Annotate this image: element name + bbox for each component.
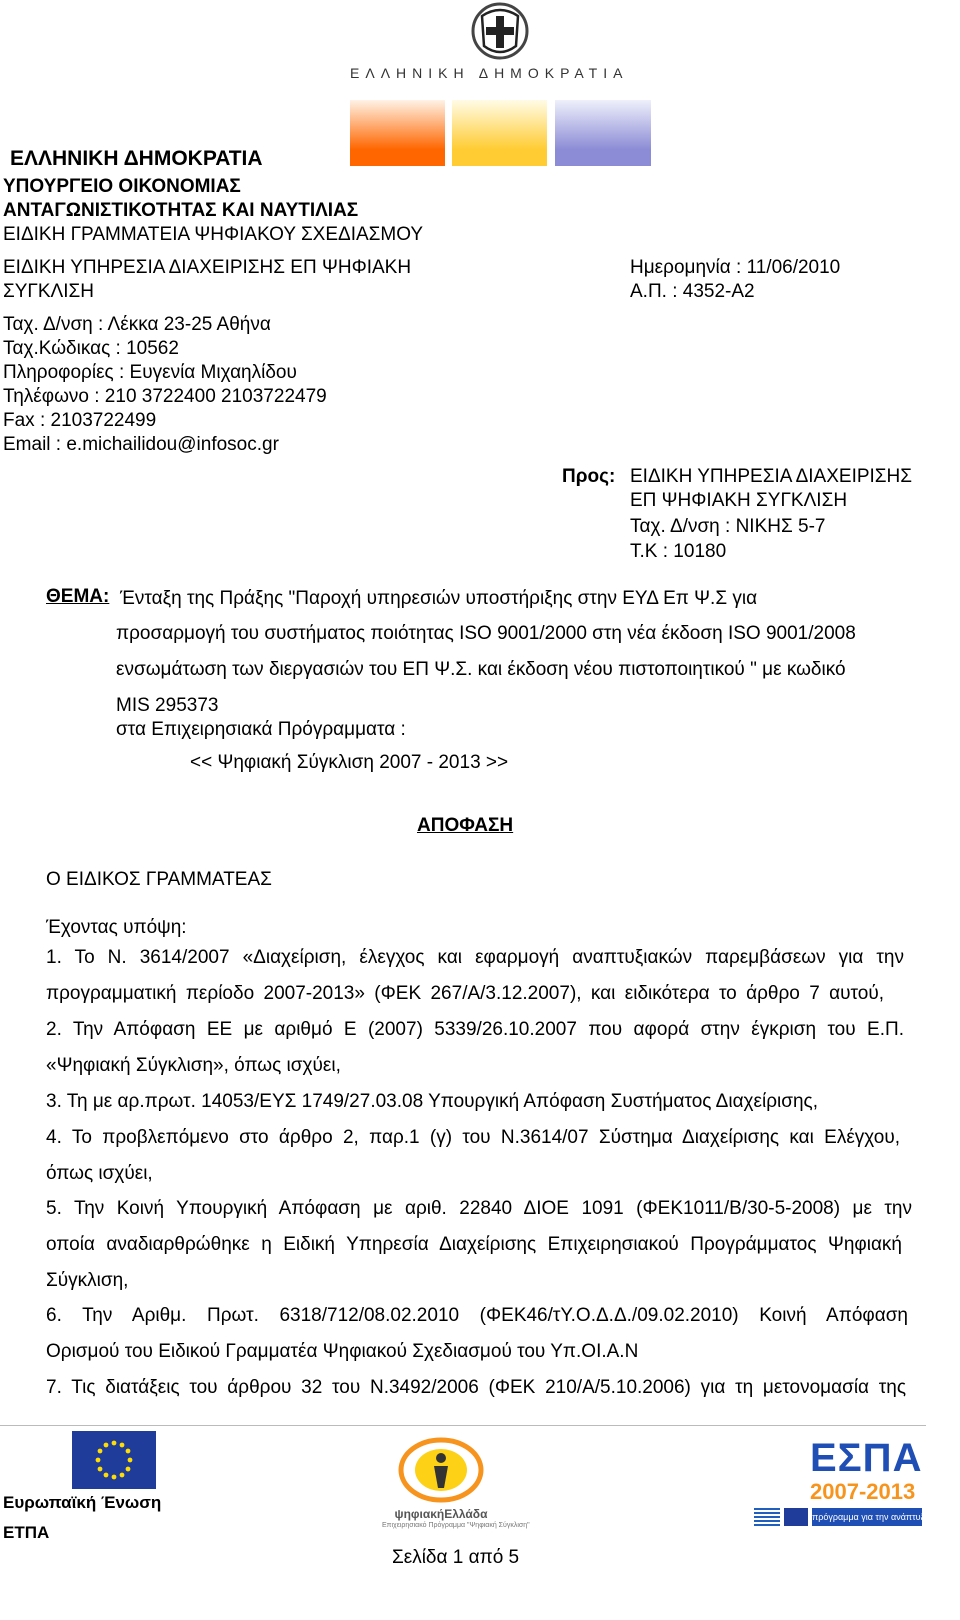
page-number: Σελίδα 1 από 5 (392, 1547, 520, 1568)
body-line: 4. Το προβλεπόμενο στο άρθρο 2, παρ.1 (γ) του Ν.3614/07 Σύστημα Διαχείρισης και Ελέγχου, (46, 1127, 900, 1148)
footer-divider (0, 1425, 926, 1426)
sender-secretariat: ΕΙΔΙΚΗ ΓΡΑΜΜΑΤΕΙΑ ΨΗΦΙΑΚΟΥ ΣΧΕΔΙΑΣΜΟΥ (3, 224, 424, 245)
digital-greece-logo-subtext: Επιχειρησιακό Πρόγραμμα "Ψηφιακή Σύγκλιση" (382, 1522, 530, 1529)
sender-service-line1: ΕΙΔΙΚΗ ΥΠΗΡΕΣΙΑ ΔΙΑΧΕΙΡΙΣΗΣ ΕΠ ΨΗΦΙΑΚΗ (3, 257, 412, 278)
espa-tagline: πρόγραμμα για την ανάπτυξη (812, 1508, 922, 1526)
digital-greece-logo-text: ψηφιακήΕλλάδα (394, 1507, 488, 1521)
eu-mini-flag-icon (784, 1508, 808, 1526)
subject-line4: MIS 295373 (116, 695, 219, 716)
body-line: 7. Τις διατάξεις του άρθρου 32 του Ν.3492/2006 (ΦΕΚ 210/Α/5.10.2006) για τη μετονομασία της (46, 1377, 906, 1398)
subject-line6: << Ψηφιακή Σύγκλιση 2007 - 2013 >> (190, 752, 509, 773)
sender-info: Πληροφορίες : Ευγενία Μιχαηλίδου (3, 362, 297, 383)
body-line: «Ψηφιακή Σύγκλιση», όπως ισχύει, (46, 1055, 341, 1076)
sender-email: Email : e.michailidou@infosoc.gr (3, 434, 279, 455)
sender-service-line2: ΣΥΓΚΛΙΣΗ (3, 281, 94, 302)
body-line: 3. Τη με αρ.πρωτ. 14053/ΕΥΣ 1749/27.03.08 Υπουργική Απόφαση Συστήματος Διαχείρισης, (46, 1091, 818, 1112)
digital-greece-logo (382, 1436, 530, 1531)
sender-ministry-2: ΑΝΤΑΓΩΝΙΣΤΙΚΟΤΗΤΑΣ ΚΑΙ ΝΑΥΤΙΛΙΑΣ (3, 200, 359, 221)
subject-line5: στα Επιχειρησιακά Πρόγραμματα : (116, 719, 406, 740)
recipient-line2: ΕΠ ΨΗΦΙΑΚΗ ΣΥΓΚΛΙΣΗ (630, 490, 848, 511)
banner-bar-yellow (452, 100, 547, 166)
eu-label: Ευρωπαϊκή Ένωση (3, 1493, 162, 1512)
greek-flag-icon (754, 1508, 780, 1526)
body-line: προγραμματική περίοδο 2007-2013» (ΦΕΚ 267/Α/3.12.2007), και ειδικότερα το άρθρο 7 αυτού, (46, 983, 884, 1004)
banner-bar-orange (350, 100, 445, 166)
sender-ministry: ΥΠΟΥΡΓΕΙΟ ΟΙΚΟΝΟΜΙΑΣ (3, 176, 241, 197)
recipient-label: Προς: (562, 466, 616, 487)
subject-line2: προσαρμογή του συστήματος ποιότητας ISO 9001/2000 στη νέα έκδοση ISO 9001/2008 (116, 623, 856, 644)
recipient-line4: Τ.Κ : 10180 (630, 541, 727, 562)
protocol-number: Α.Π. : 4352-Α2 (630, 281, 755, 302)
recipient-line1: ΕΙΔΙΚΗ ΥΠΗΡΕΣΙΑ ΔΙΑΧΕΙΡΙΣΗΣ (630, 466, 913, 487)
subject-line3: ενσωμάτωση των διεργασιών του ΕΠ Ψ.Σ. και έκδοση νέου πιστοποιητικού " με κωδικό (116, 659, 846, 680)
decision-title: ΑΠΟΦΑΣΗ (417, 815, 514, 836)
espa-logo-years: 2007-2013 (810, 1479, 916, 1504)
espa-logo (754, 1436, 930, 1530)
eu-flag-icon (72, 1431, 156, 1489)
body-line: 1. Το Ν. 3614/2007 «Διαχείριση, έλεγχος και εφαρμογή αναπτυξιακών παρεμβάσεων για την (46, 947, 904, 968)
body-line: Ορισμού του Ειδικού Γραμματέα Ψηφιακού Σχεδιασμού του Υπ.ΟΙ.Α.Ν (46, 1341, 639, 1362)
sender-country: ΕΛΛΗΝΙΚΗ ΔΗΜΟΚΡΑΤΙΑ (10, 147, 263, 170)
subject-line1: Ένταξη της Πράξης "Παροχή υπηρεσιών υποστήριξης στην ΕΥΔ Επ Ψ.Σ για (120, 588, 758, 609)
subject-label: ΘΕΜΑ: (46, 586, 110, 607)
body-line: 2. Την Απόφαση ΕΕ με αριθμό Ε (2007) 5339/26.10.2007 που αφορά στην έγκριση του Ε.Π. (46, 1019, 904, 1040)
coat-of-arms-emblem (470, 2, 530, 60)
republic-banner-text: ΕΛΛΗΝΙΚΗ ΔΗΜΟΚΡΑΤΙΑ (350, 65, 629, 81)
considering-heading: Έχοντας υπόψη: (46, 917, 187, 938)
body-line: 5. Την Κοινή Υπουργική Απόφαση με αριθ. 22840 ΔΙΟΕ 1091 (ΦΕΚ1011/Β/30-5-2008) με την (46, 1198, 912, 1219)
recipient-line3: Ταχ. Δ/νση : ΝΙΚΗΣ 5-7 (630, 516, 826, 537)
body-line: Σύγκλιση, (46, 1270, 129, 1291)
body-line: όπως ισχύει, (46, 1163, 153, 1184)
sender-phone: Τηλέφωνο : 210 3722400 2103722479 (3, 386, 327, 407)
espa-logo-text: ΕΣΠΑ (810, 1436, 923, 1480)
body-line: οποία αναδιαρθρώθηκε η Ειδική Υπηρεσία Διαχείρισης Επιχειρησιακού Προγράμματος Ψηφιακή (46, 1234, 902, 1255)
banner-bar-purple (555, 100, 651, 166)
erdf-label: ΕΤΠΑ (3, 1523, 50, 1542)
signatory: Ο ΕΙΔΙΚΟΣ ΓΡΑΜΜΑΤΕΑΣ (46, 869, 272, 890)
sender-fax: Fax : 2103722499 (3, 410, 157, 431)
document-date: Ημερομηνία : 11/06/2010 (630, 257, 841, 278)
sender-postal-code: Ταχ.Κώδικας : 10562 (3, 338, 179, 359)
sender-address: Ταχ. Δ/νση : Λέκκα 23-25 Αθήνα (3, 314, 271, 335)
body-line: 6. Την Αριθμ. Πρωτ. 6318/712/08.02.2010 (ΦΕΚ46/τΥ.Ο.Δ.Δ./09.02.2010) Κοινή Απόφαση (46, 1305, 908, 1326)
